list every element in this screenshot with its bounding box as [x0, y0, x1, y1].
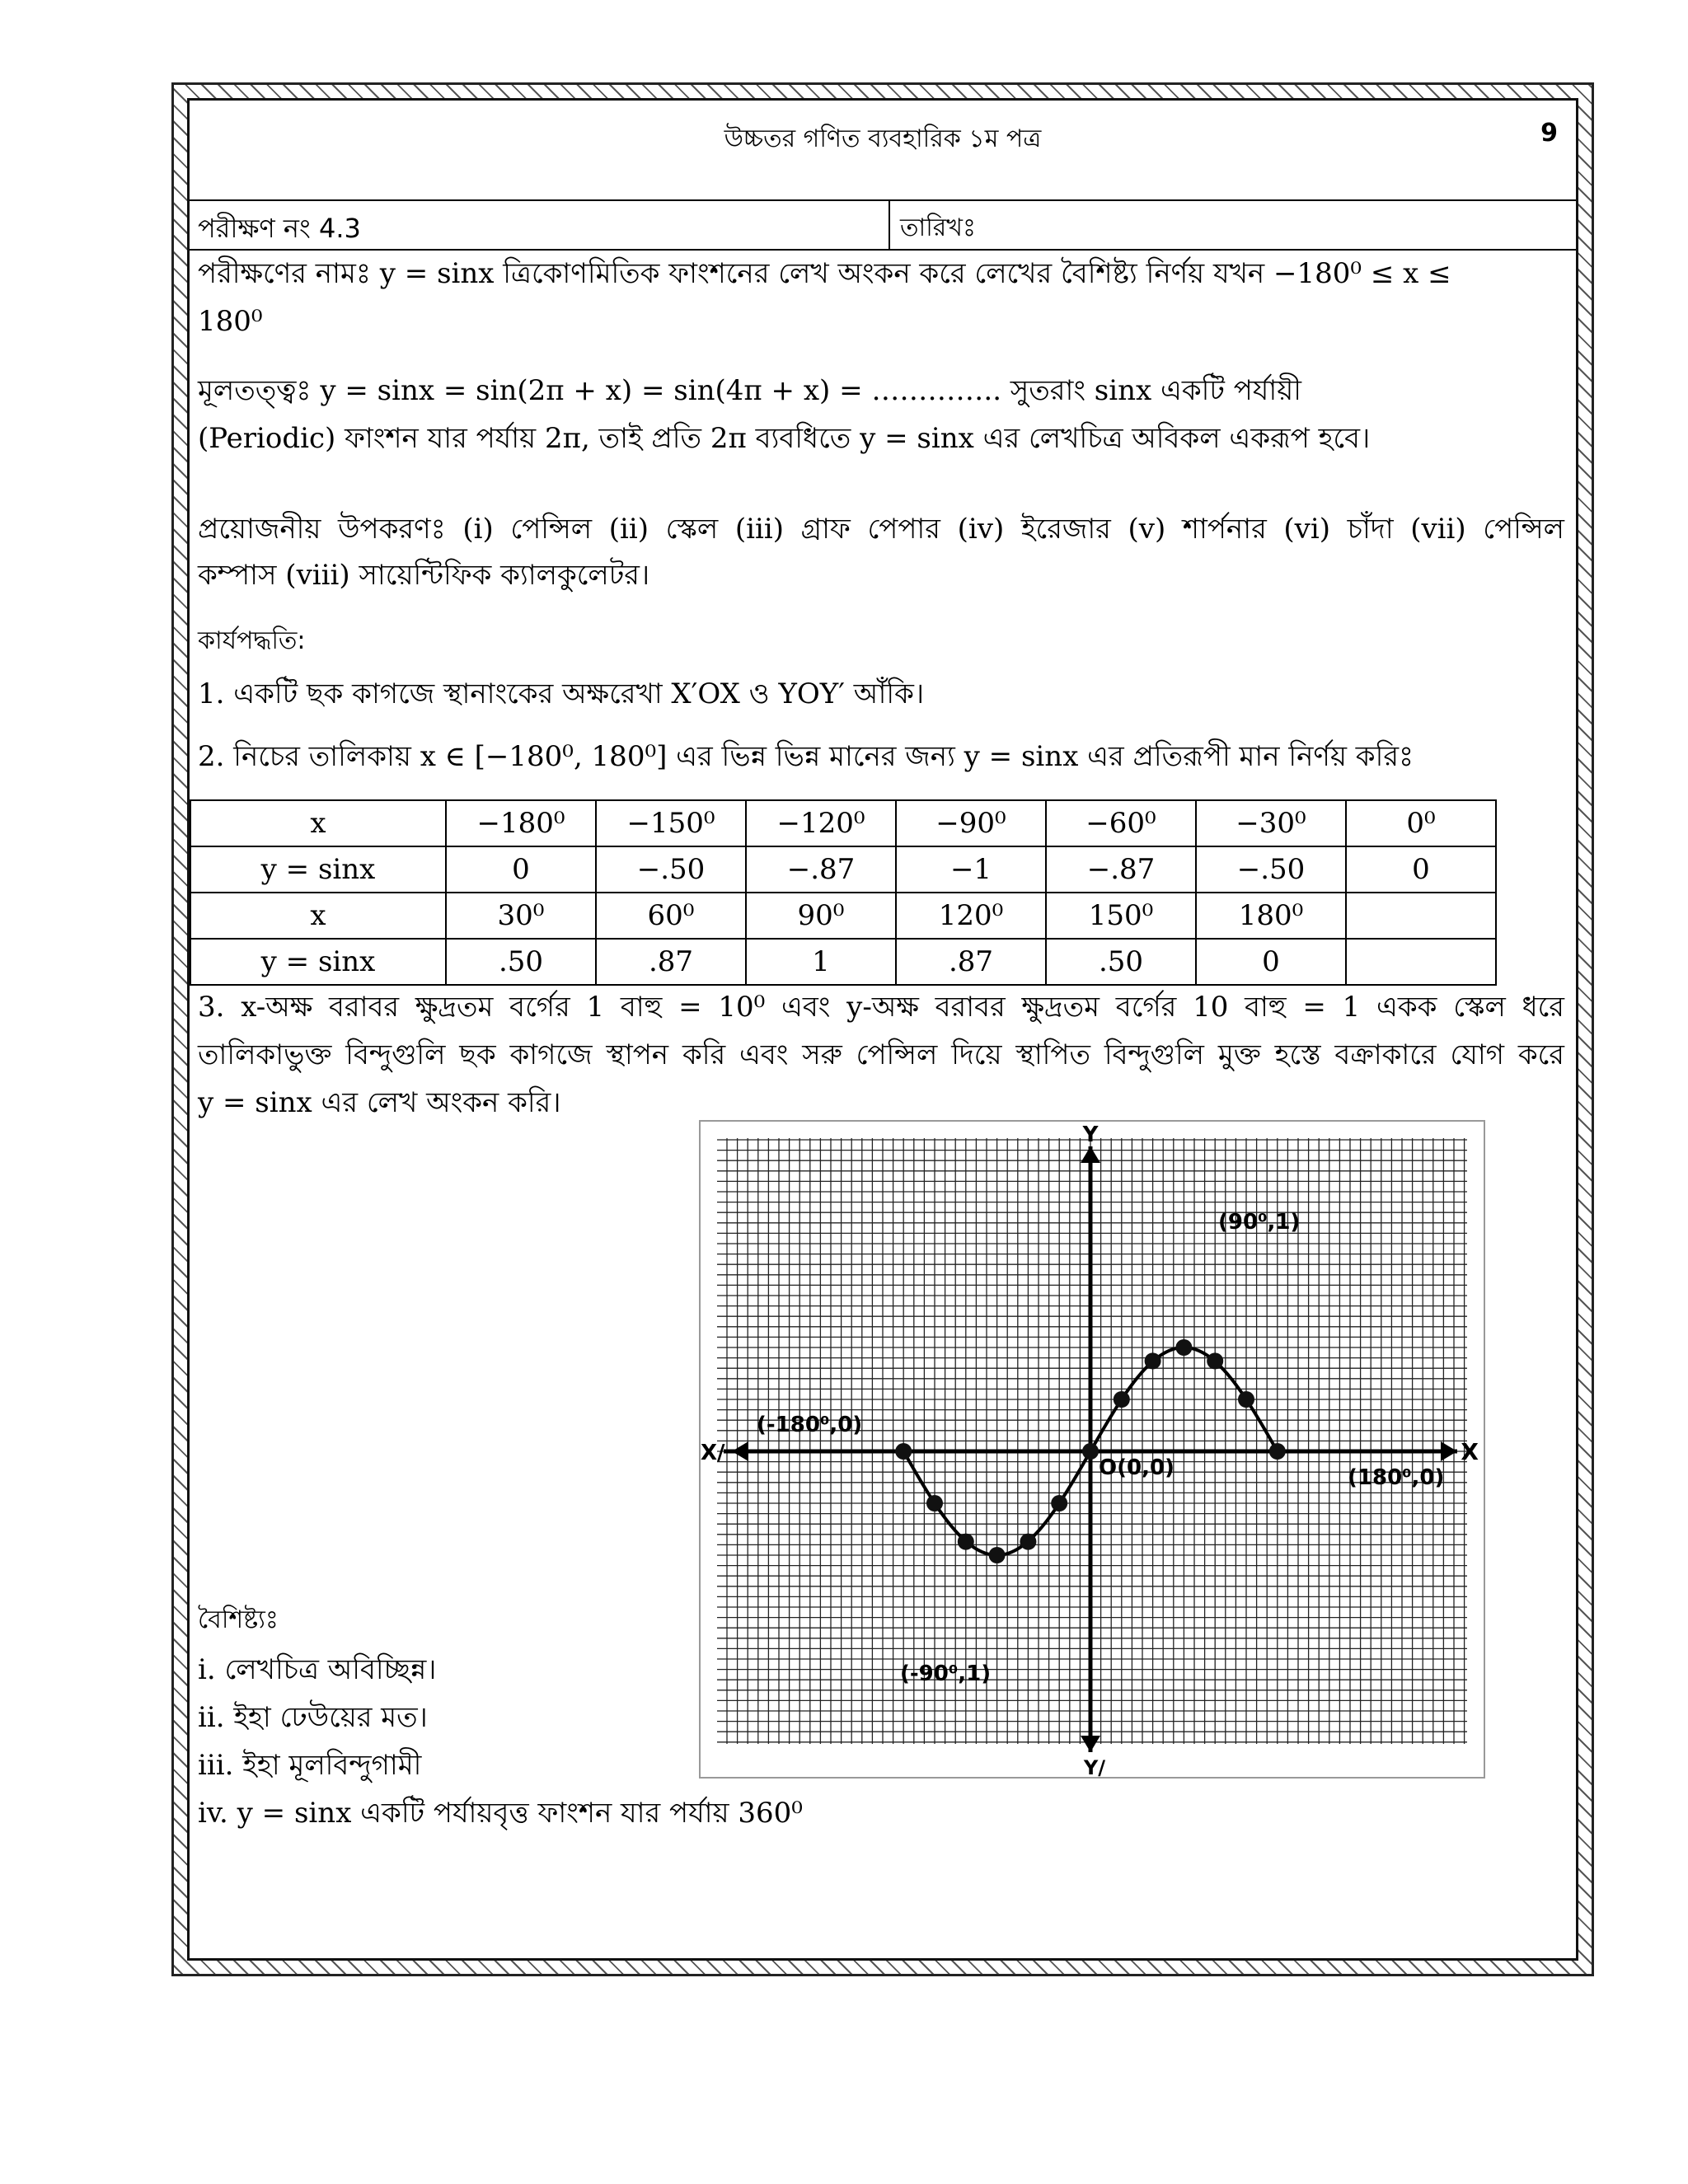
data-point [1114, 1391, 1130, 1408]
materials-line1: প্রয়োজনীয় উপকরণঃ (i) পেন্সিল (ii) স্কেল (iii) গ্রাফ পেপার (iv) ইরেজার (v) শার্পনার (vi) চাঁদা (vii) পেন্সিল [198, 513, 1564, 546]
data-point [1175, 1339, 1192, 1356]
label-origin: O(0,0) [1099, 1455, 1175, 1480]
x-axis-right-arrow [1441, 1441, 1457, 1461]
table-row [190, 846, 1496, 893]
table-cell: −60⁰ [1046, 800, 1196, 846]
page-number: 9 [1540, 119, 1558, 148]
table-cell: x [190, 800, 446, 846]
data-point [926, 1495, 943, 1511]
table-cell: x [190, 893, 446, 939]
header [190, 101, 1576, 201]
table-cell: 120⁰ [896, 893, 1046, 939]
materials-line2: কম্পাস (viii) সায়েন্টিফিক ক্যালকুলেটর। [198, 559, 650, 592]
table-row [190, 800, 1496, 846]
label-right-zero: (180⁰,0) [1348, 1465, 1445, 1490]
table-cell: 150⁰ [1046, 893, 1196, 939]
table-cell: .50 [446, 939, 596, 985]
feature-item: i. লেখচিত্র অবিচ্ছিন্ন। [198, 1653, 437, 1686]
table-cell: .50 [1046, 939, 1196, 985]
table-cell: −.50 [1196, 846, 1346, 893]
procedure-step3-line3: y = sinx এর লেখ অংকন করি। [198, 1086, 561, 1119]
table-row [190, 893, 1496, 939]
procedure-heading: কার্যপদ্ধতি: [198, 626, 306, 655]
y-axis-top-arrow [1081, 1146, 1100, 1163]
procedure-step1: 1. একটি ছক কাগজে স্থানাংকের অক্ষরেখা X′OX ও YOY′ আঁকি। [198, 677, 925, 710]
table-cell: −180⁰ [446, 800, 596, 846]
info-row [190, 199, 1576, 251]
data-point [1269, 1443, 1286, 1460]
header-title: উচ্চতর গণিত ব্যবহারিক ১ম পত্র [724, 124, 1042, 153]
info-divider [889, 199, 890, 249]
table-cell: 0 [1346, 846, 1496, 893]
table-cell: y = sinx [190, 939, 446, 985]
label-left-zero: (-180⁰,0) [757, 1413, 863, 1437]
table-cell: 90⁰ [746, 893, 896, 939]
table-cell: 0 [446, 846, 596, 893]
table-cell: 0 [1196, 939, 1346, 985]
table-cell: 1 [746, 939, 896, 985]
data-point [1051, 1495, 1067, 1511]
sine-graph [699, 1120, 1485, 1779]
x-prime-axis-label: X/ [701, 1441, 725, 1465]
feature-item: iv. y = sinx একটি পর্যায়বৃত্ত ফাংশন যার পর্যায় 360⁰ [198, 1797, 803, 1830]
table-cell: 30⁰ [446, 893, 596, 939]
table-cell: .87 [596, 939, 746, 985]
table-cell: −1 [896, 846, 1046, 893]
graph-canvas [701, 1122, 1484, 1777]
data-point [895, 1443, 912, 1460]
experiment-name-line2: 180⁰ [198, 305, 263, 338]
table-cell [1346, 893, 1496, 939]
data-point [1145, 1352, 1161, 1369]
theory-line2: (Periodic) ফাংশন যার পর্যায় 2π, তাই প্রতি 2π ব্যবধিতে y = sinx এর লেখচিত্র অবিকল একরূপ হবে। [198, 422, 1371, 455]
data-point [1207, 1352, 1223, 1369]
table-cell: 60⁰ [596, 893, 746, 939]
table-cell: −.87 [1046, 846, 1196, 893]
feature-item: iii. ইহা মূলবিন্দুগামী [198, 1749, 422, 1782]
procedure-step3-line2: তালিকাভুক্ত বিন্দুগুলি ছক কাগজে স্থাপন করি এবং সরু পেন্সিল দিয়ে স্থাপিত বিন্দুগুলি মুক্ত হস্তে বক্রাকারে যোগ করে [198, 1038, 1564, 1071]
date-label: তারিখঃ [900, 213, 976, 242]
table-cell: 180⁰ [1196, 893, 1346, 939]
data-point [1020, 1534, 1036, 1550]
feature-item: ii. ইহা ঢেউয়ের মত। [198, 1701, 428, 1734]
procedure-step2: 2. নিচের তালিকায় x ∈ [−180⁰, 180⁰] এর ভিন্ন ভিন্ন মানের জন্য y = sinx এর প্রতিরূপী মান নির্ণয় করিঃ [198, 740, 1414, 773]
table-row [190, 939, 1496, 985]
table-cell: −30⁰ [1196, 800, 1346, 846]
page-content [187, 98, 1578, 1961]
experiment-name-line1: পরীক্ষণের নামঃ y = sinx ত্রিকোণমিতিক ফাংশনের লেখ অংকন করে লেখের বৈশিষ্ট্য নির্ণয় যখন −180⁰ ≤ x ≤ [198, 257, 1451, 290]
procedure-step3-line1: 3. x-অক্ষ বরাবর ক্ষুদ্রতম বর্গের 1 বাহু = 10⁰ এবং y-অক্ষ বরাবর ক্ষুদ্রতম বর্গের 10 বাহু = 1 একক স্কেল ধরে [198, 991, 1564, 1024]
table-cell: −90⁰ [896, 800, 1046, 846]
y-axis-label: Y [1082, 1122, 1099, 1147]
table-cell [1346, 939, 1496, 985]
table-cell: .87 [896, 939, 1046, 985]
theory-line1: মূলতত্ত্বঃ y = sinx = sin(2π + x) = sin(4π + x) = ………….. সুতরাং sinx একটি পর্যায়ী [198, 374, 1301, 407]
table-cell: 0⁰ [1346, 800, 1496, 846]
table-cell: −.50 [596, 846, 746, 893]
table-cell: y = sinx [190, 846, 446, 893]
values-table [190, 799, 1497, 986]
x-axis-label: X [1461, 1438, 1479, 1465]
x-axis-left-arrow [732, 1441, 748, 1461]
experiment-number: পরীক্ষণ নং 4.3 [198, 213, 361, 244]
y-prime-axis-label: Y/ [1083, 1756, 1106, 1777]
data-point [989, 1547, 1006, 1563]
table-cell: −120⁰ [746, 800, 896, 846]
table-cell: −150⁰ [596, 800, 746, 846]
data-point [958, 1534, 974, 1550]
table-cell: −.87 [746, 846, 896, 893]
features-heading: বৈশিষ্ট্যঃ [198, 1605, 279, 1634]
y-axis-bottom-arrow [1081, 1736, 1100, 1752]
page-border [171, 82, 1594, 1976]
data-point [1082, 1443, 1099, 1460]
data-point [1238, 1391, 1254, 1408]
label-minimum: (-90⁰,1) [900, 1661, 992, 1686]
label-maximum: (90⁰,1) [1218, 1210, 1301, 1235]
